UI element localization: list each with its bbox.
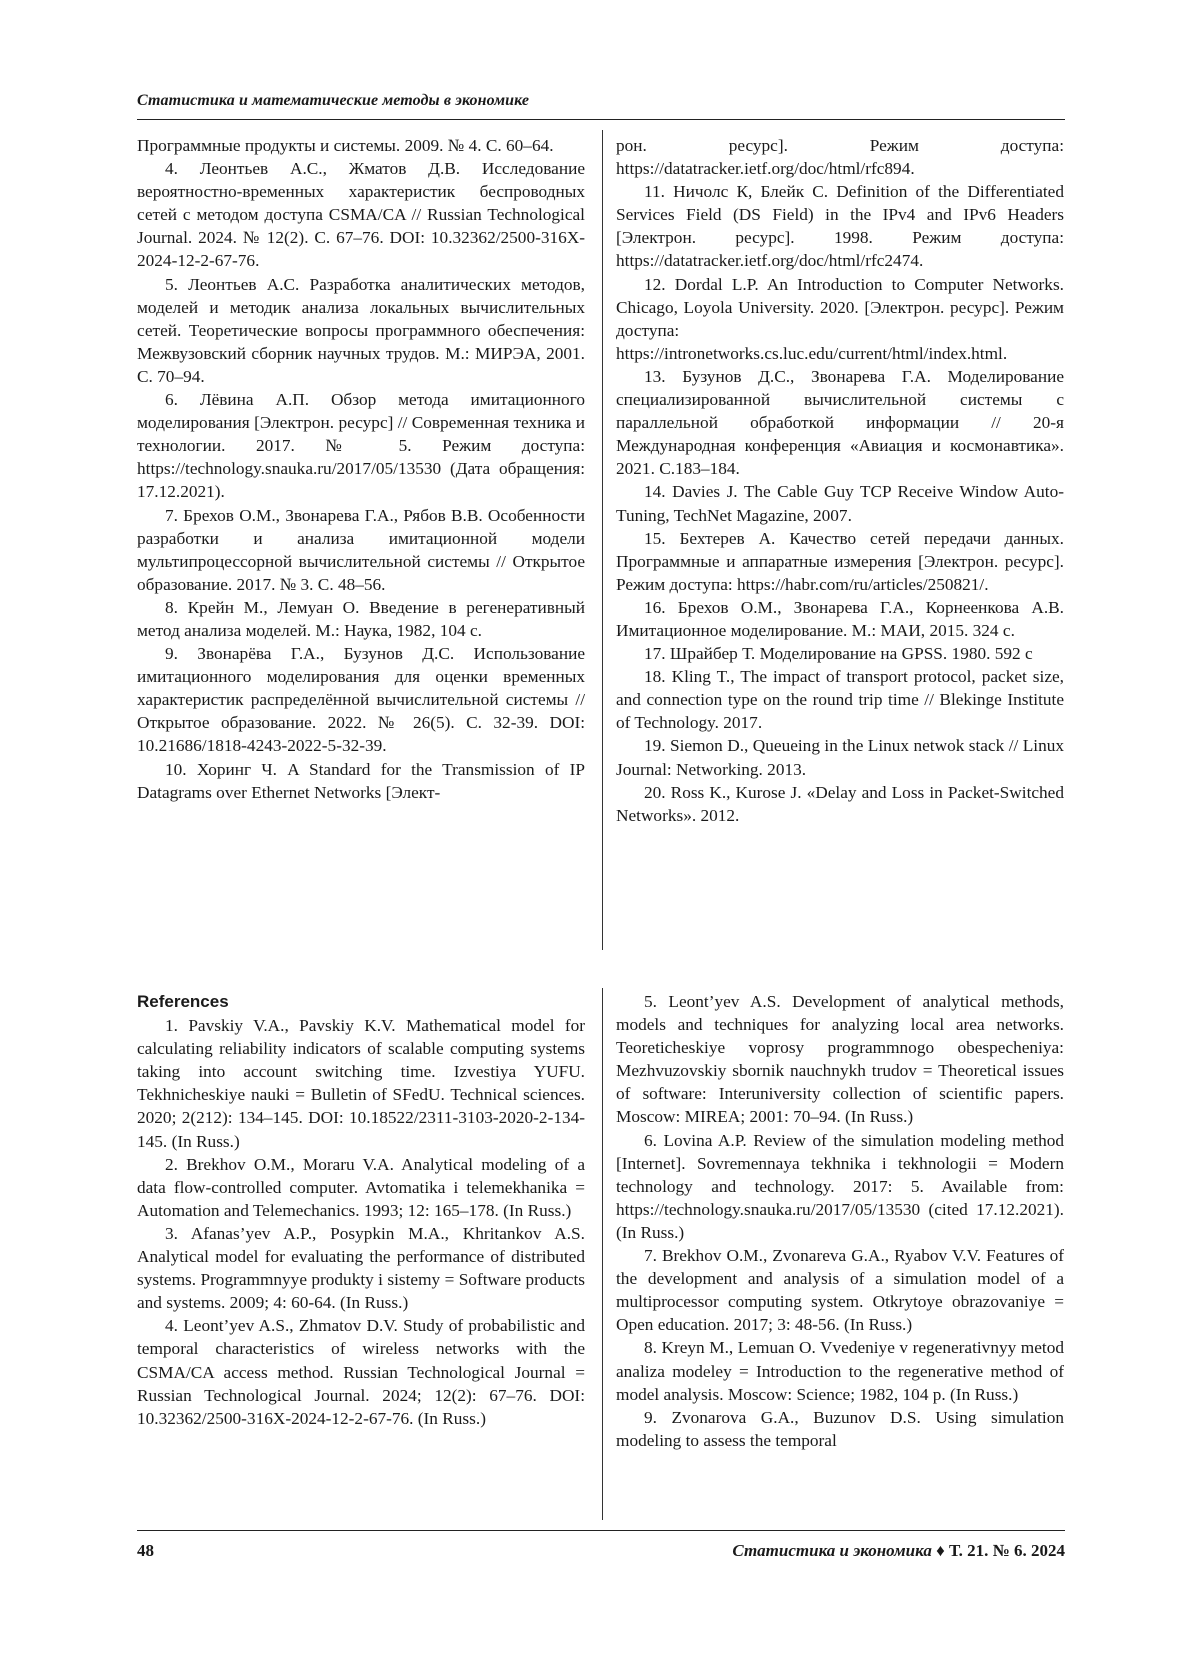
en-ref-item-8: 8. Kreyn M., Lemuan O. Vvedeniye v regenerativnyy metod analiza modeley = Introduction to the regenerative method of model analysis. Moscow: Science; 1982, 104 p. (In Russ.) (616, 1338, 1064, 1404)
en-ref-item-1: 1. Pavskiy V.A., Pavskiy K.V. Mathematical model for calculating reliability indicators of scalable computing systems taking into account switching time. Izvestiya YUFU. Tekhnicheskiye nauki = Bulletin of SFedU. Technical sciences. 2020; 2(212): 134–145. DOI: 10.18522/2311-3103-2020-2-134-145. (In Russ.) (137, 1016, 585, 1151)
en-ref-item-7: 7. Brekhov O.M., Zvonareva G.A., Ryabov V.V. Features of the development and analysis of a simulation model of a multiprocessor computing system. Otkrytoye obrazovaniye = Open education. 2017; 3: 48-56. (In Russ.) (616, 1246, 1064, 1335)
page-number: 48 (137, 1541, 154, 1560)
header-rule (137, 119, 1065, 120)
ref-item-11: 11. Ничолс К, Блейк С. Definition of the Differentiated Services Field (DS Field) in the IPv4 and IPv6 Headers [Электрон. ресурс]. 1998. Режим доступа: https://datatracker.ietf.org/doc/html/rfc2474. (616, 182, 1064, 271)
ref-item-16: 16. Брехов О.М., Звонарева Г.А., Корнеенкова А.В. Имитационное моделирование. М.: МАИ, 2015. 324 с. (616, 597, 1064, 640)
ref-item-19: 19. Siemon D., Queueing in the Linux netwok stack // Linux Journal: Networking. 2013. (616, 736, 1064, 779)
ref-item-6: 6. Лёвина А.П. Обзор метода имитационного моделирования [Электрон. ресурс] // Современная техника и технологии. 2017. № 5. Режим доступа: https://technology.snauka.ru/2017/05/13530 (Дата обращения: 17.12.2021). (137, 390, 585, 502)
en-ref-item-9: 9. Zvonarova G.A., Buzunov D.S. Using simulation modeling to assess the temporal (616, 1407, 1064, 1450)
russian-refs-left-column (137, 134, 585, 804)
running-head: Статистика и математические методы в экономике (137, 92, 530, 109)
journal-name: Статистика и экономика (732, 1541, 932, 1560)
references-heading: References (137, 992, 229, 1011)
en-ref-item-5: 5. Leont’yev A.S. Development of analytical methods, models and techniques for analyzing local area networks. Teoreticheskiye voprosy programmnogo obespecheniya: Mezhvuzovskiy sbornik nauchnykh trudov = Theoretical issues of software: Interuniversity collection of scientific papers. Moscow: MIREA; 2001: 70–94. (In Russ.) (616, 992, 1064, 1127)
en-ref-item-3: 3. Afanas’yev A.P., Posypkin M.A., Khritankov A.S. Analytical model for evaluating the performance of distributed systems. Programmnyye produkty i sistemy = Software products and systems. 2009; 4: 60-64. (In Russ.) (137, 1223, 585, 1313)
ref-item-5: 5. Леонтьев А.С. Разработка аналитических методов, моделей и методик анализа локальных вычислительных сетей. Теоретические вопросы программного обеспечения: Межвузовский сборник научных трудов. М.: МИРЭА, 2001. С. 70–94. (137, 274, 585, 386)
ref-item-10: 10. Хоринг Ч. A Standard for the Transmission of IP Datagrams over Ethernet Networks [Элект- (137, 759, 585, 802)
ref-continuation: Программные продукты и системы. 2009. № 4. С. 60–64. (137, 136, 554, 155)
ref-item-8: 8. Крейн М., Лемуан О. Введение в регенеративный метод анализа моделей. М.: Наука, 1982, 104 с. (137, 597, 585, 640)
ref-item-15: 15. Бехтерев А. Качество сетей передачи данных. Программные и аппаратные измерения [Электрон. ресурс]. Режим доступа: https://habr.com/ru/articles/250821/. (616, 528, 1064, 594)
references-left-column (137, 990, 585, 1430)
references-right-column (616, 990, 1064, 1452)
column-divider-top (602, 130, 603, 950)
en-ref-item-6: 6. Lovina A.P. Review of the simulation modeling method [Internet]. Sovremennaya tekhnika i tekhnologii = Modern technology and technology. 2017: 5. Available from: https://technology.snauka.ru/2017/05/13530 (cited 17.12.2021). (In Russ.) (616, 1130, 1064, 1242)
ref-item-7: 7. Брехов О.М., Звонарева Г.А., Рябов В.В. Особенности разработки и анализа имитационной модели мультипроцессорной вычислительной системы // Открытое образование. 2017. № 3. С. 48–56. (137, 505, 585, 594)
ref-item-9: 9. Звонарёва Г.А., Бузунов Д.С. Использование имитационного моделирования для оценки временных характеристик распределённой вычислительной системы // Открытое образование. 2022. № 26(5). С. 32-39. DOI: 10.21686/1818-4243-2022-5-32-39. (137, 644, 585, 756)
ref-item-20: 20. Ross K., Kurose J. «Delay and Loss in Packet-Switched Networks». 2012. (616, 782, 1064, 825)
ref-item-10-continuation: рон. ресурс]. Режим доступа: https://datatracker.ietf.org/doc/html/rfc894. (616, 136, 1064, 179)
diamond-icon: ♦ (936, 1541, 945, 1560)
journal-issue: Т. 21. № 6. 2024 (949, 1541, 1065, 1560)
ref-item-14: 14. Davies J. The Cable Guy TCP Receive Window Auto-Tuning, TechNet Magazine, 2007. (616, 482, 1064, 525)
column-divider-bottom (602, 988, 603, 1520)
journal-footer (732, 1541, 1065, 1561)
en-ref-item-4: 4. Leont’yev A.S., Zhmatov D.V. Study of probabilistic and temporal characteristics of wireless networks with the CSMA/CA access method. Russian Technological Journal = Russian Technological Journal. 2024; 12(2): 67–76. DOI: 10.32362/2500-316X-2024-12-2-67-76. (In Russ.) (137, 1316, 585, 1428)
ref-item-4: 4. Леонтьев А.С., Жматов Д.В. Исследование вероятностно-временных характеристик беспроводных сетей с методом доступа CSMA/CA // Russian Technological Journal. 2024. № 12(2). С. 67–76. DOI: 10.32362/2500-316X-2024-12-2-67-76. (137, 159, 585, 271)
ref-item-13: 13. Бузунов Д.С., Звонарева Г.А. Моделирование специализированной вычислительной системы с параллельной обработкой информации // 20-я Международная конференция «Авиация и космонавтика». 2021. С.183–184. (616, 366, 1064, 479)
ref-item-18: 18. Kling T., The impact of transport protocol, packet size, and connection type on the round trip time // Blekinge Institute of Technology. 2017. (616, 667, 1064, 733)
footer-rule (137, 1530, 1065, 1531)
en-ref-item-2: 2. Brekhov O.M., Moraru V.A. Analytical modeling of a data flow-controlled computer. Avtomatika i telemekhanika = Automation and Telemechanics. 1993; 12: 165–178. (In Russ.) (137, 1154, 585, 1220)
russian-refs-right-column (616, 134, 1064, 827)
ref-item-17: 17. Шрайбер Т. Моделирование на GPSS. 1980. 592 с (644, 644, 1033, 664)
ref-item-12: 12. Dordal L.P. An Introduction to Computer Networks. Chicago, Loyola University. 2020. [Электрон. ресурс]. Режим доступа: https://intronetworks.cs.luc.edu/current/html/index.html. (616, 274, 1064, 363)
